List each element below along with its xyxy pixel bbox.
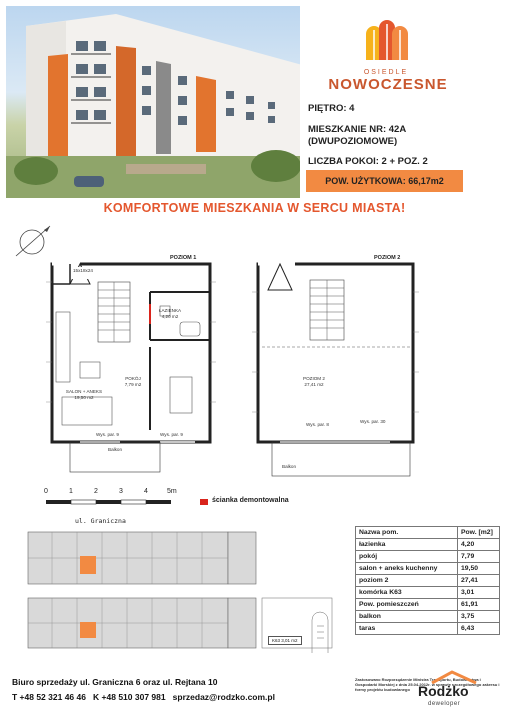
logo-name: NOWOCZESNE: [328, 76, 448, 93]
floor-plans: [10, 222, 430, 484]
level2-title: POZIOM 2: [374, 255, 401, 261]
table-row: [356, 599, 500, 611]
building-illustration: [6, 6, 300, 198]
row-value: 27,41: [458, 575, 500, 587]
regulation-note: Zastosowano Rozporządzenie Ministra Transportu, Budownictwa i Gospodarki Morskiej z dnia 25.04.2012r. w sprawie szczegółowego zakresu i formy projektu budowlanego: [355, 677, 500, 693]
row-value: 6,43: [458, 623, 500, 635]
scale-tick-4: 4: [144, 488, 148, 495]
footer-address: Biuro sprzedaży ul. Graniczna 6 oraz ul. Rejtana 10: [12, 677, 218, 687]
room-living: [62, 389, 106, 400]
level1-window-note-2: Wys. par. 9: [160, 432, 183, 437]
row-value: 4,20: [458, 539, 500, 551]
row-name: komórka K63: [356, 587, 458, 599]
table-header-area: Pow. [m2]: [458, 527, 500, 539]
apartment-number: MIESZKANIE NR: 42A: [308, 124, 407, 135]
scale-bar-graphic: [44, 498, 179, 506]
highlight-apartment-2: [80, 622, 96, 638]
row-value: 3,01: [458, 587, 500, 599]
table-row: [356, 611, 500, 623]
room-bathroom: [155, 308, 185, 319]
building-photo: [6, 6, 300, 198]
scale-tick-3: 3: [119, 488, 123, 495]
level1-window-note-1: Wys. par. 9: [96, 432, 119, 437]
compass-icon: [16, 226, 50, 256]
room-living-area: 19,50 m2: [74, 394, 94, 400]
highlight-apartment-1: [80, 556, 96, 574]
developer-roof-icon: [424, 670, 484, 684]
level2-window-note-2: Wys. par. 30: [360, 419, 386, 424]
row-value: 7,79: [458, 551, 500, 563]
row-name: salon + aneks kuchenny: [356, 563, 458, 575]
stair-note: 15x18x24: [73, 268, 93, 273]
scale-tick-0: 0: [44, 488, 48, 495]
table-header-name: Nazwa pom.: [356, 527, 458, 539]
legend-label: ścianka demontowalna: [212, 497, 289, 504]
street-label: ul. Graniczna: [75, 517, 126, 525]
room-bathroom-label: ŁAZIENKA: [158, 308, 182, 313]
logo-subtitle: OSIEDLE: [363, 69, 409, 76]
row-value: 61,91: [458, 599, 500, 611]
row-name: łazienka: [356, 539, 458, 551]
table-header-row: [356, 527, 500, 539]
legend-swatch: [200, 499, 208, 505]
brand-logo-icon: [362, 20, 412, 60]
apartment-type: (DWUPOZIOMOWE): [308, 136, 398, 147]
row-name: pokój: [356, 551, 458, 563]
usable-area-badge: POW. UŻYTKOWA: 66,17m2: [306, 170, 463, 192]
room-bedroom-area: 7,79 m2: [124, 381, 142, 387]
row-name: poziom 2: [356, 575, 458, 587]
table-row: [356, 539, 500, 551]
scale-tick-5: 5m: [167, 488, 177, 495]
developer-name: Rodżko: [418, 683, 469, 699]
room-level2-area: 27,41 m2: [304, 381, 324, 387]
level1-title: POZIOM 1: [170, 255, 197, 261]
row-name: Pow. pomieszczeń: [356, 599, 458, 611]
room-bedroom-label: POKÓJ: [125, 376, 141, 381]
table-row: [356, 551, 500, 563]
table-row: [356, 623, 500, 635]
row-name: taras: [356, 623, 458, 635]
scale-tick-2: 2: [94, 488, 98, 495]
headline: KOMFORTOWE MIESZKANIA W SERCU MIASTA!: [103, 201, 406, 215]
row-name: balkon: [356, 611, 458, 623]
row-value: 19,50: [458, 563, 500, 575]
level1-balcony: Balkon: [108, 447, 123, 452]
room-bathroom-area: 4,20 m2: [161, 313, 179, 319]
level2-plan: [252, 264, 419, 476]
developer-subtitle: deweloper: [428, 701, 461, 707]
scale-bar: [44, 488, 179, 506]
table-row: [356, 563, 500, 575]
table-row: [356, 575, 500, 587]
table-row: [356, 587, 500, 599]
room-level2: [296, 376, 332, 387]
level2-window-note-1: Wys. par. 8: [306, 422, 329, 427]
scale-tick-1: 1: [69, 488, 73, 495]
room-living-label: SALON + ANEKS: [65, 389, 103, 394]
level1-plan: [46, 264, 216, 472]
footer-contacts: T +48 52 321 46 46 K +48 510 307 981 sprzedaz@rodzko.com.pl: [12, 692, 275, 702]
floor-info: PIĘTRO: 4: [308, 103, 355, 114]
rooms-count: LICZBA POKOI: 2 + POZ. 2: [308, 156, 428, 167]
room-level2-label: POZIOM 2: [303, 376, 325, 381]
level2-balcony: Balkon: [282, 464, 297, 469]
storage-k63-label: K63 3,01 m2: [268, 636, 302, 645]
row-value: 3,75: [458, 611, 500, 623]
room-bedroom: [118, 376, 148, 387]
area-table: [355, 526, 500, 635]
